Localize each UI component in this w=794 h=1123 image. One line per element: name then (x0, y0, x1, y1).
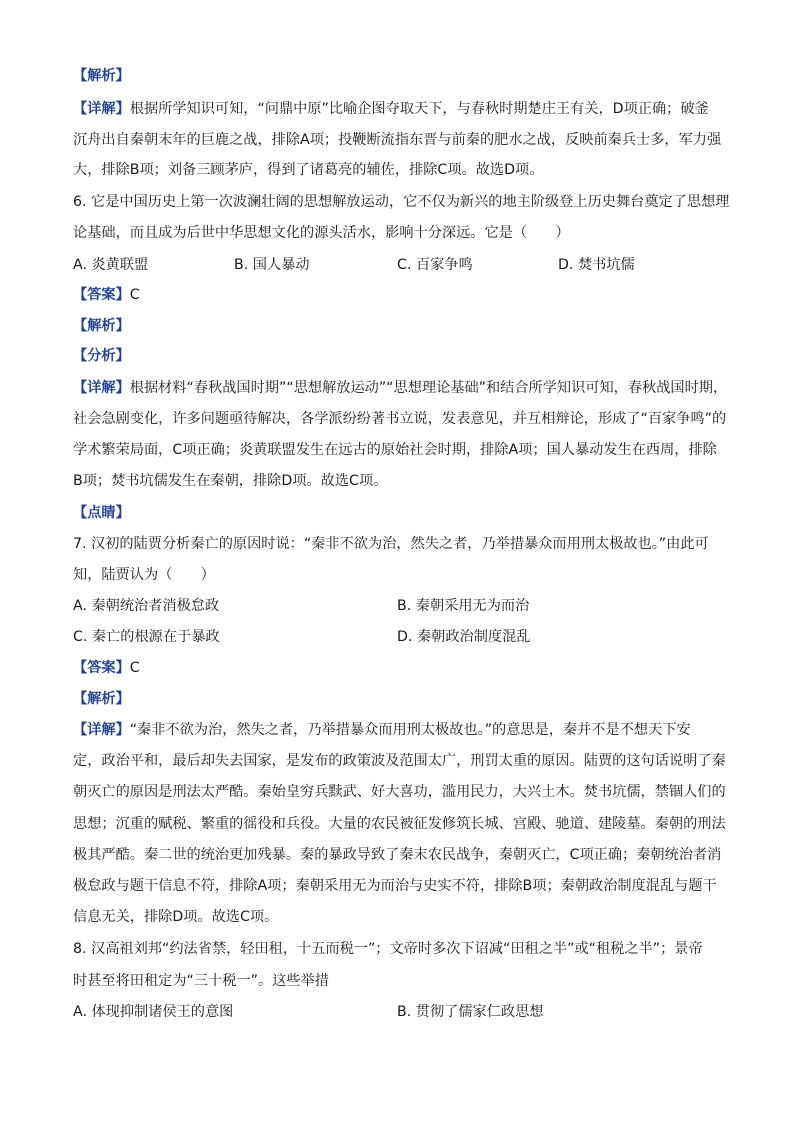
q8-stem-line-1: 8. 汉高祖刘邦“约法省禁，轻田租，十五而税一”；文帝时多次下诏减“田租之半”或“租税之半”；景帝 (73, 941, 703, 957)
q7-answer (73, 658, 733, 678)
q6-analysis-heading (73, 316, 733, 336)
section-tag: 【解析】 (73, 318, 130, 334)
section-tag: 【解析】 (73, 68, 130, 84)
answer-value: C (129, 287, 140, 303)
section-tag: 【详解】 (73, 101, 130, 117)
q6-stem-line-1: 6. 它是中国历史上第一次波澜壮阔的思想解放运动，它不仅为新兴的地主阶级登上历史舞台奠定了思想理 (73, 194, 730, 210)
q6-detail-line-2: 社会急剧变化，许多问题亟待解决，各学派纷纷著书立说，发表意见，并互相辩论，形成了“百家争鸣”的 (73, 411, 727, 427)
q6-detail-line-1 (73, 378, 733, 398)
section-tag: 【答案】 (73, 287, 130, 303)
q6-detail-line-4: B项；焚书坑儒发生在秦朝，排除D项。故选C项。 (73, 473, 388, 489)
section-tag: 【答案】 (73, 660, 130, 676)
q7-analysis-heading (73, 689, 733, 709)
q6-option-d: D. 焚书坑儒 (558, 257, 635, 273)
q6-option-a: A. 炎黄联盟 (73, 257, 149, 273)
q8-option-a: A. 体现抑制诸侯王的意图 (73, 1004, 234, 1020)
section-tag: 【详解】 (73, 722, 130, 738)
q8-option-b: B. 贯彻了儒家仁政思想 (397, 1004, 544, 1020)
paragraph-text: “秦非不欲为治，然失之者，乃举措暴众而用刑太极故也。”的意思是，秦并不是不想天下安 (129, 722, 691, 738)
q6-dianjing-heading (73, 503, 733, 523)
q6-detail-line-3: 学术繁荣局面，C项正确；炎黄联盟发生在远古的原始社会时期，排除A项；国人暴动发生在西周，排除 (73, 442, 717, 458)
q6-fenxi-heading (73, 346, 733, 366)
q6-answer (73, 285, 733, 305)
q7-detail-line-7: 信息无关，排除D项。故选C项。 (73, 909, 279, 925)
q5-detail-line-3: 大，排除B项；刘备三顾茅庐，得到了诸葛亮的辅佐，排除C项。故选D项。 (73, 162, 544, 178)
q8-stem-line-2: 时甚至将田租定为“三十税一”。这些举措 (73, 973, 329, 989)
q7-detail-line-3: 朝灭亡的原因是刑法太严酷。秦始皇穷兵黩武、好大喜功，滥用民力，大兴土木。焚书坑儒，禁锢人们的 (73, 784, 726, 800)
section-tag: 【分析】 (73, 348, 130, 364)
q7-detail-line-6: 极怠政与题干信息不符，排除A项；秦朝采用无为而治与史实不符，排除B项；秦朝政治制度混乱与题干 (73, 878, 717, 894)
q6-stem-line-2: 论基础，而且成为后世中华思想文化的源头活水，影响十分深远。它是（ ） (73, 225, 570, 241)
q7-stem-line-2: 知，陆贾认为（ ） (73, 567, 215, 583)
paragraph-text: 根据所学知识可知，“问鼎中原”比喻企图夺取天下，与春秋时期楚庄王有关，D项正确；破釜 (129, 101, 709, 117)
q7-option-c: C. 秦亡的根源在于暴政 (73, 629, 220, 645)
q7-stem-line-1: 7. 汉初的陆贾分析秦亡的原因时说：“秦非不欲为治，然失之者，乃举措暴众而用刑太极故也。”由此可 (73, 536, 709, 552)
q7-option-a: A. 秦朝统治者消极怠政 (73, 598, 220, 614)
q7-detail-line-1 (73, 720, 733, 740)
q7-detail-line-5: 极其严酷。秦二世的统治更加残暴。秦的暴政导致了秦末农民战争，秦朝灭亡，C项正确；秦朝统治者消 (73, 847, 722, 863)
paragraph-text: 根据材料“春秋战国时期”“思想解放运动”“思想理论基础”和结合所学知识可知，春秋战国时期， (129, 380, 728, 396)
q5-detail-line-2: 沉舟出自秦朝末年的巨鹿之战，排除A项；投鞭断流指东晋与前秦的肥水之战，反映前秦兵士多，军力强 (73, 132, 722, 148)
q5-detail-line-1 (73, 99, 733, 119)
q7-detail-line-2: 定，政治平和，最后却失去国家，是发布的政策波及范围太广，刑罚太重的原因。陆贾的这句话说明了秦 (73, 753, 726, 769)
q7-option-b: B. 秦朝采用无为而治 (397, 598, 530, 614)
q7-option-d: D. 秦朝政治制度混乱 (397, 629, 531, 645)
section-tag: 【解析】 (73, 691, 130, 707)
section-tag: 【点睛】 (73, 505, 130, 521)
answer-value: C (129, 660, 140, 676)
section-tag: 【详解】 (73, 380, 130, 396)
q7-detail-line-4: 思想；沉重的赋税、繁重的徭役和兵役。大量的农民被征发修筑长城、宫殿、驰道、建陵墓。秦朝的刑法 (73, 816, 726, 832)
q6-option-b: B. 国人暴动 (234, 257, 310, 273)
q5-analysis-heading (73, 66, 733, 86)
q6-option-c: C. 百家争鸣 (397, 257, 473, 273)
